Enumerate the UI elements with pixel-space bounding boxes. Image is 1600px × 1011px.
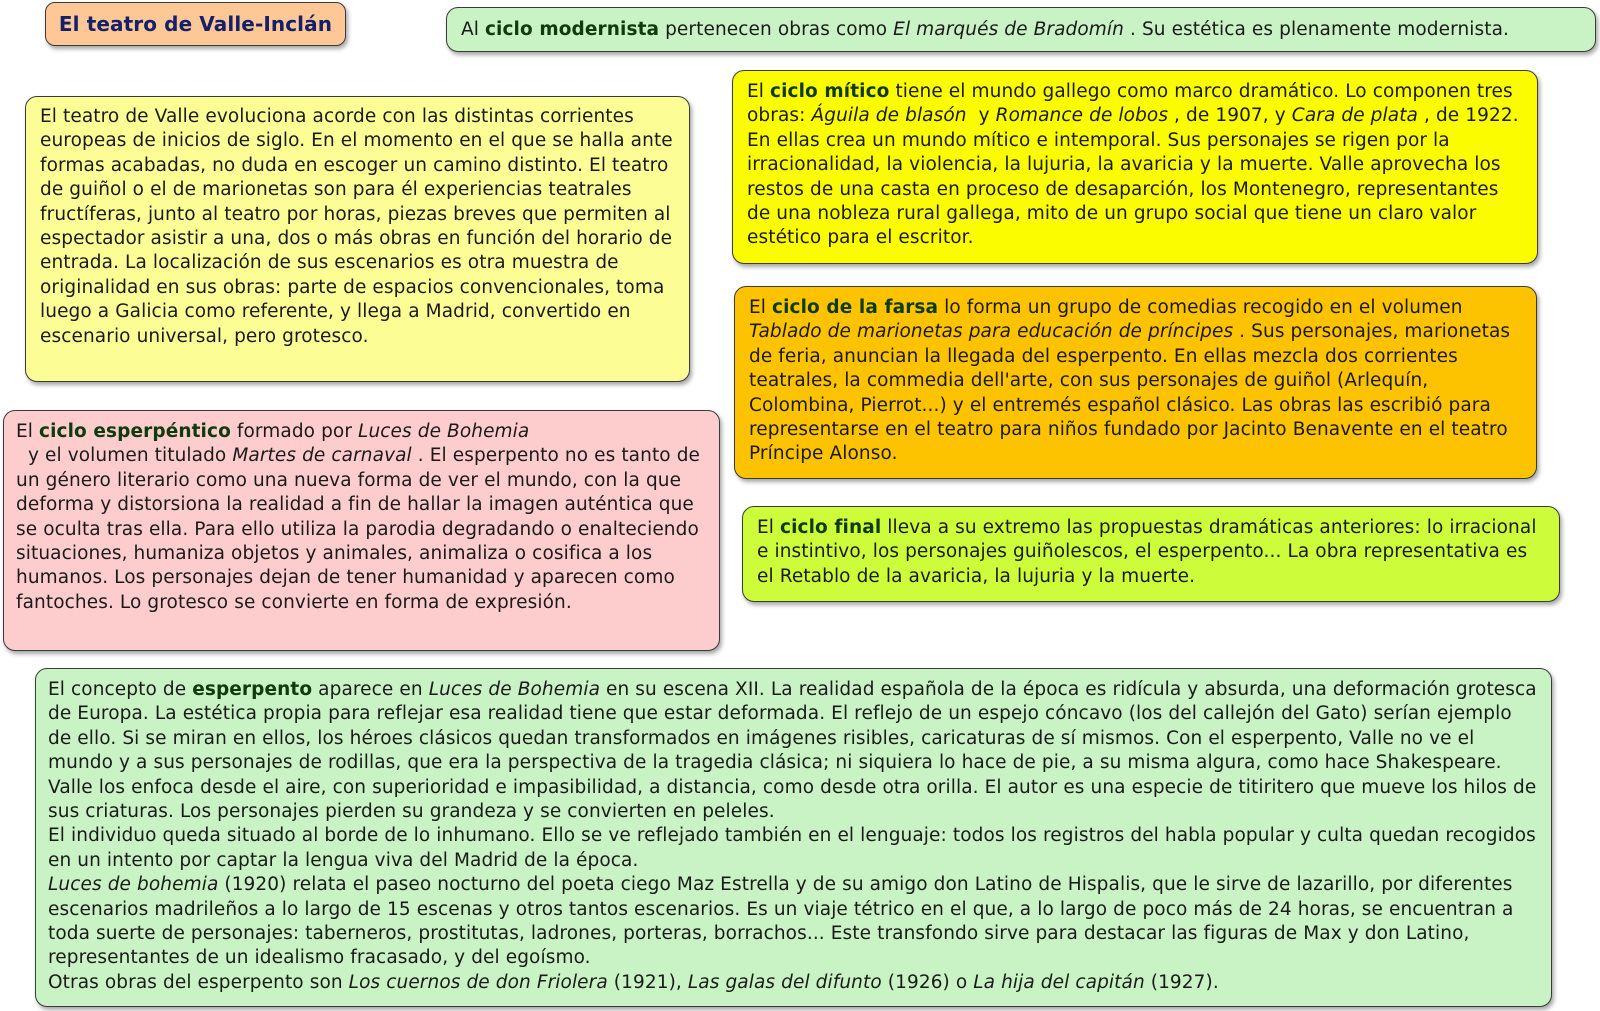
concept-text-1: El concepto de bbox=[48, 679, 193, 700]
mitico-work-3: Cara de plata bbox=[1291, 105, 1418, 127]
final-text-2: lleva a su extremo las propuestas dramáticas anteriores: lo irracional e instintivo, los personajes guiñolescos, el esperpento... La obra representativa es el Retablo de la avaricia, la lujuria y la muerte. bbox=[757, 517, 1537, 587]
mitico-text-4: , de 1907, y bbox=[1168, 105, 1292, 127]
other-work-2: Las galas del difunto bbox=[687, 971, 882, 993]
mitico-text-2: tiene el mundo gallego como marco dramático. Lo componen tres obras: bbox=[747, 81, 1513, 127]
other-works-text-2: (1921), bbox=[607, 971, 688, 993]
concept-text-luces: (1920) relata el paseo nocturno del poeta ciego Maz Estrella y de su amigo don Latino de Hispalis, que le sirve de lazarillo, por diferentes escenarios madrileños a lo largo de 15 escenas y otros tantos escenarios. Es un viaje tétrico en el que, a lo largo de poco más de 24 horas, se encuentran a toda suerte de personajes: taberneros, prostitutas, ladrones, porteras, borrachos... Este transfondo sirve para destacar las figuras de Max y don Latino, representantes de un idealismo fracasado, y del egoísmo. bbox=[48, 874, 1514, 969]
page-title bbox=[45, 2, 346, 46]
intro-text: El teatro de Valle evoluciona acorde con las distintas corrientes europeas de inicios de siglo. En el momento en el que se halla ante formas acabadas, no duda en escoger un camino distinto. El teatro de guiñol o el de marionetas son para él experiencias teatrales fructíferas, junto al teatro por horas, piezas breves que permiten al espectador asistir a una, dos o más obras en función del horario de entrada. La localización de sus escenarios es otra muestra de originalidad en sus obras: parte de espacios convencionales, toma luego a Galicia como referente, y llega a Madrid, convertido en escenario universal, pero grotesco. bbox=[40, 106, 673, 347]
esperpentico-text-4: . El esperpento no es tanto de un género literario como una nueva forma de ver el mundo, con la que deforma y distorsiona la realidad a fin de hallar la imagen auténtica que se oculta tras ella. Para ello utiliza la parodia degradando o enalteciendo situaciones, humaniza objetos y animales, animaliza o cosifica a los humanos. Los personajes dejan de tener humanidad y aparecen como fantoches. Lo grotesco se convierte en forma de expresión. bbox=[16, 445, 701, 613]
mitico-paragraph bbox=[747, 80, 1523, 251]
farsa-work-1: Tablado de marionetas para educación de príncipes bbox=[749, 321, 1234, 343]
concept-text-3: en su escena XII. La realidad española de la época es ridícula y absurda, una deformación grotesca de Europa. La estética propia para reflejar esa realidad tiene que estar deformada. El reflejo de un espejo cóncavo (los del callejón del Gato) serían ejemplo de ello. Si se miran en ellos, los héroes clásicos quedan transformados en imágenes risibles, caricaturas de sí mismos. Con el esperpento, Valle no ve el mundo y a sus personajes de rodillas, que era la perspectiva de la tragedia clásica; ni siquiera lo hace de pie, a su misma algura, como hace Shakespeare. Valle los enfoca desde el aire, con superioridad e impasibilidad, a distancia, como desde otra orilla. El autor es una especie de titiritero que mueve los hilos de sus criaturas. Los personajes pierden su grandeza y se convierten en peleles. bbox=[48, 679, 1537, 823]
esperpentico-text-3: y el volumen titulado bbox=[16, 445, 233, 467]
final-paragraph bbox=[757, 516, 1545, 589]
other-works-text-3: (1926) o bbox=[881, 971, 974, 993]
mitico-text-3: y bbox=[966, 105, 996, 127]
mitico-work-2: Romance de lobos bbox=[995, 105, 1169, 127]
concept-work-luces: Luces de bohemia bbox=[48, 874, 219, 896]
esperpentico-work-2: Martes de carnaval bbox=[232, 445, 412, 467]
concept-term: esperpento bbox=[192, 679, 313, 700]
concept-work-1: Luces de Bohemia bbox=[428, 679, 601, 700]
modernista-text-1: Al bbox=[461, 19, 485, 40]
mitico-text-5: , de 1922. En ellas crea un mundo mítico e intemporal. Sus personajes se rigen por la irracionalidad, la violencia, la lujuria, la avaricia y la muerte. Valle aprovecha los restos de una casta en proceso de desaparción, los Montenegro, representantes de una nobleza rural gallega, mito de un grupo social que tiene un claro valor estético para el escritor. bbox=[747, 105, 1519, 249]
farsa-text-2: lo forma un grupo de comedias recogido en el volumen bbox=[938, 297, 1463, 318]
esperpentico-term: ciclo esperpéntico bbox=[39, 421, 231, 442]
farsa-text-3: . Sus personajes, marionetas de feria, anuncian la llegada del esperpento. En ellas mezcla dos corrientes teatrales, la commedia dell'arte, con sus personajes de guiñol (Arlequín, Colombina, Pierrot...) y el entremés español clásico. Las obras las escribió para representarse en el teatro para niños fundado por Jacinto Benavente en el teatro Príncipe Alonso. bbox=[749, 321, 1511, 465]
intro-box bbox=[25, 96, 690, 382]
farsa-term: ciclo de la farsa bbox=[772, 297, 939, 318]
esperpentico-text-1: El bbox=[16, 421, 40, 442]
esperpentico-paragraph bbox=[16, 420, 707, 615]
esperpento-concept-box bbox=[35, 668, 1552, 1007]
other-works-text-4: (1927). bbox=[1144, 971, 1219, 993]
final-term: ciclo final bbox=[780, 517, 882, 538]
modernista-text-2: pertenecen obras como bbox=[659, 19, 894, 40]
other-work-3: La hija del capitán bbox=[973, 971, 1145, 993]
farsa-paragraph bbox=[749, 296, 1522, 467]
other-works-text-1: Otras obras del esperpento son bbox=[48, 971, 349, 993]
page-title-text: El teatro de Valle-Inclán bbox=[58, 11, 333, 36]
final-text-1: El bbox=[757, 517, 781, 538]
ciclo-final-box bbox=[742, 506, 1560, 602]
ciclo-modernista-box bbox=[446, 7, 1596, 52]
ciclo-esperpentico-box bbox=[3, 410, 720, 651]
modernista-text-3: . Su estética es plenamente modernista. bbox=[1124, 19, 1510, 40]
concept-paragraph-1 bbox=[48, 678, 1539, 824]
concept-text-2: aparece en bbox=[312, 679, 429, 700]
mitico-work-1: Águila de blasón bbox=[811, 105, 967, 127]
mitico-text-1: El bbox=[747, 81, 771, 102]
mitico-term: ciclo mítico bbox=[770, 81, 890, 102]
esperpentico-work-1: Luces de Bohemia bbox=[358, 421, 530, 442]
other-work-1: Los cuernos de don Friolera bbox=[348, 971, 608, 993]
modernista-term: ciclo modernista bbox=[484, 19, 660, 40]
concept-paragraph-4 bbox=[48, 971, 1539, 995]
esperpentico-text-2: formado por bbox=[230, 421, 359, 442]
ciclo-mitico-box bbox=[732, 70, 1538, 264]
modernista-work: El marqués de Bradomín bbox=[893, 19, 1124, 40]
concept-paragraph-2: El individuo queda situado al borde de lo inhumano. Ello se ve reflejado también en el lenguaje: todos los registros del habla popular y culta quedan recogidos en un intento por captar la lengua viva del Madrid de la época. bbox=[48, 825, 1536, 871]
ciclo-farsa-box bbox=[734, 286, 1537, 479]
farsa-text-1: El bbox=[749, 297, 773, 318]
concept-paragraph-3 bbox=[48, 873, 1539, 971]
